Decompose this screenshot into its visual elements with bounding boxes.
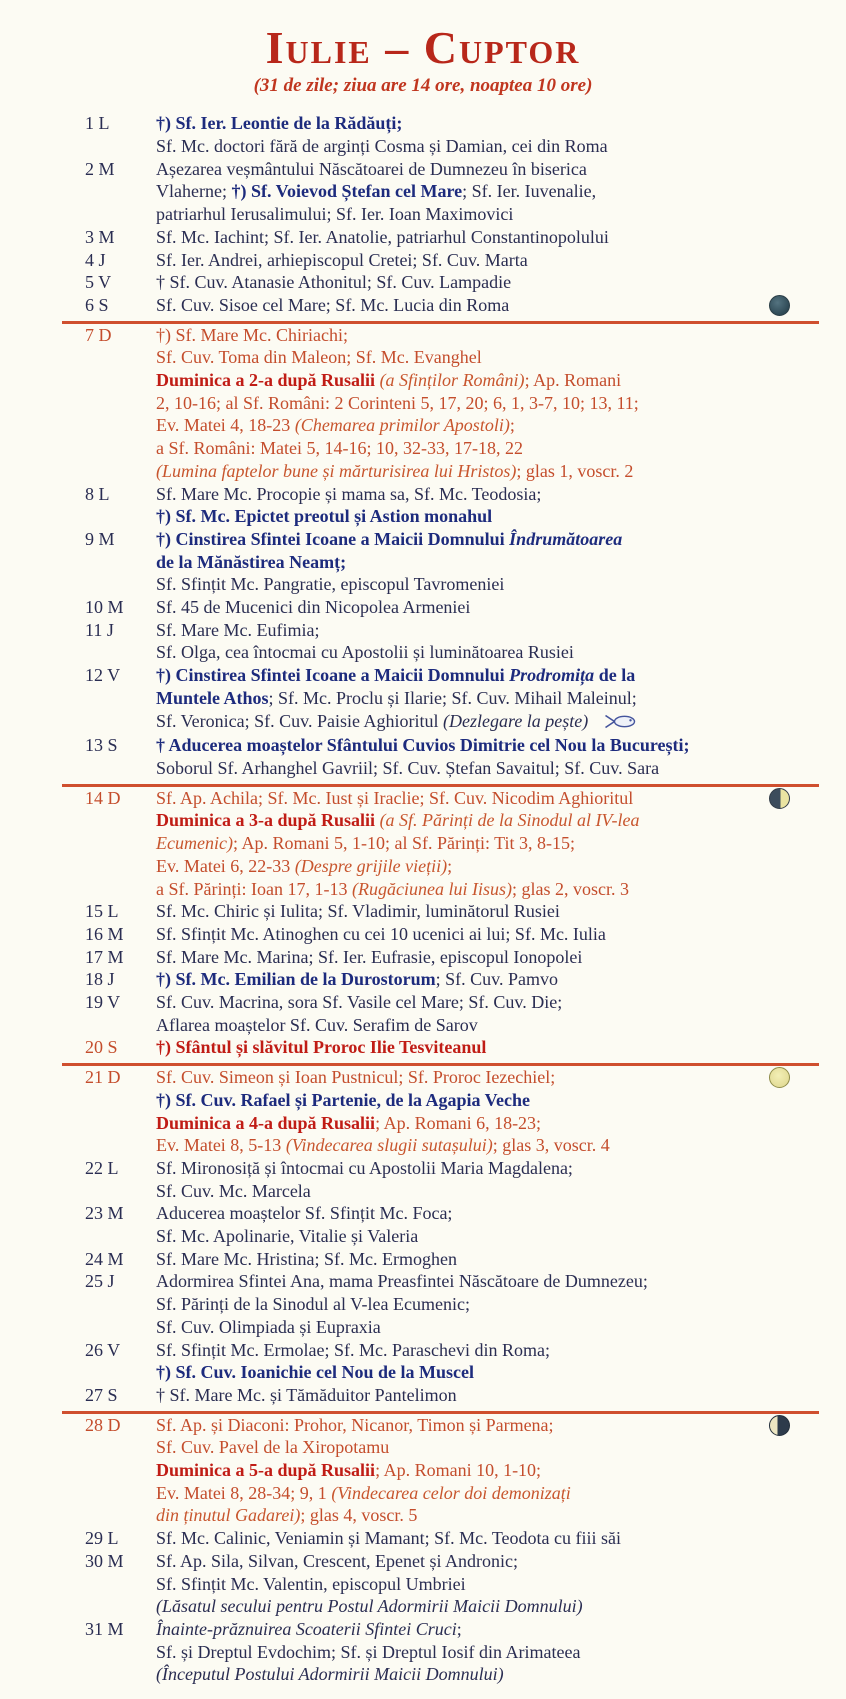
day-entries: [156, 900, 816, 923]
calendar-line: [156, 1339, 816, 1362]
text-segment: Sf. Mc. Iachint; Sf. Ier. Anatolie, patriarhul Constantinopolului: [156, 226, 609, 247]
day-row-4: [85, 249, 816, 272]
calendar-line: [156, 1248, 816, 1271]
day-row-5: [85, 271, 816, 294]
calendar-line: [156, 294, 816, 317]
text-segment: Sf. Cuv. Toma din Maleon; Sf. Mc. Evanghel: [156, 347, 482, 368]
text-segment: †) Sf. Cuv. Ioanichie cel Nou de la Muscel: [156, 1362, 474, 1383]
text-segment: Sf. Ier. Andrei, arhiepiscopul Cretei; Sf. Cuv. Marta: [156, 249, 528, 270]
day-label: 26 V: [85, 1339, 121, 1360]
text-segment: Sf. Sfințit Mc. Ermolae; Sf. Mc. Paraschevi din Roma;: [156, 1339, 550, 1360]
day-label: 29 L: [85, 1528, 119, 1549]
text-segment: Soborul Sf. Arhanghel Gavriil; Sf. Cuv. Ștefan Savaitul; Sf. Cuv. Sara: [156, 757, 660, 778]
calendar-line: [156, 1384, 816, 1407]
day-entries: [156, 528, 816, 596]
calendar-line: [156, 900, 816, 923]
calendar-line: [156, 832, 816, 855]
calendar-line: [156, 596, 816, 619]
day-row-11: [85, 619, 816, 664]
text-segment: din ținutul Gadarei): [156, 1505, 301, 1526]
calendar-line: [156, 414, 816, 437]
day-label: 13 S: [85, 735, 118, 756]
text-segment: Așezarea veșmântului Născătoarei de Dumnezeu în biserica: [156, 158, 587, 179]
day-entries: [156, 1384, 816, 1407]
day-entries: [156, 1618, 816, 1686]
day-label: 31 M: [85, 1619, 124, 1639]
day-entries: [156, 923, 816, 946]
text-segment: Sf. Cuv. Macrina, sora Sf. Vasile cel Mare; Sf. Cuv. Die;: [156, 992, 563, 1013]
day-label: 8 L: [85, 483, 110, 504]
text-segment: † Sf. Mare Mc. și Tămăduitor Pantelimon: [156, 1384, 457, 1405]
calendar-line: [156, 135, 816, 158]
day-label: 17 M: [85, 946, 124, 967]
calendar-line: [156, 1316, 816, 1339]
day-label: 11 J: [85, 619, 114, 640]
calendar-line: [156, 1014, 816, 1037]
text-segment: Sf. Cuv. Pavel de la Xiropotamu: [156, 1437, 390, 1458]
day-row-22: [85, 1157, 816, 1202]
day-label: 2 M: [85, 158, 115, 179]
text-segment: Duminica a 3-a după Rusalii: [156, 810, 380, 831]
calendar-line: [156, 1157, 816, 1180]
day-label: 15 L: [85, 901, 119, 922]
calendar-line: [156, 1293, 816, 1316]
text-segment: (Despre grijile vieții): [294, 855, 448, 876]
day-entries: [156, 271, 816, 294]
calendar-line: [156, 180, 816, 203]
day-label: 21 D: [85, 1067, 121, 1088]
day-label: 16 M: [85, 923, 124, 944]
calendar-line: [156, 1270, 816, 1293]
calendar-line: [156, 392, 816, 415]
text-segment: †) Sf. Cuv. Rafael și Partenie, de la Agapia Veche: [156, 1089, 530, 1110]
text-segment: ; Ap. Romani 5, 1-10; al Sf. Părinți: Tit 3, 8-15;: [232, 833, 575, 854]
calendar-line: [156, 226, 816, 249]
text-segment: (Lumina faptelor bune și mărturisirea lui Hristos): [156, 460, 517, 481]
day-entries: [156, 734, 816, 779]
day-entries: [156, 1339, 816, 1384]
day-row-12: [85, 664, 816, 734]
calendar-line: [156, 158, 816, 181]
day-row-19: [85, 991, 816, 1036]
text-segment: Sf. Olga, cea întocmai cu Apostolii și luminătoarea Rusiei: [156, 642, 574, 663]
day-label: 30 M: [85, 1550, 124, 1571]
day-entries: [156, 294, 816, 317]
calendar-line: [156, 1180, 816, 1203]
text-segment: Ev. Matei 6, 22-33: [156, 855, 295, 876]
calendar-line: [156, 734, 816, 757]
text-segment: 2, 10-16; al Sf. Români: 2 Corinteni 5, 17, 20; 6, 1, 3-7, 10; 13, 11;: [156, 392, 639, 413]
calendar-line: [156, 1089, 816, 1112]
text-segment: (Rugăciunea lui Iisus): [351, 878, 512, 899]
calendar-line: [156, 249, 816, 272]
day-row-7: [85, 321, 816, 483]
text-segment: Aducerea moaștelor Sf. Sfințit Mc. Foca;: [156, 1203, 453, 1224]
day-label: 22 L: [85, 1157, 119, 1178]
text-segment: ; Ap. Romani 10, 1-10;: [375, 1460, 542, 1481]
day-row-18: [85, 968, 816, 991]
text-segment: † Sf. Cuv. Atanasie Athonitul; Sf. Cuv. Lampadie: [156, 272, 512, 293]
day-row-17: [85, 946, 816, 969]
text-segment: (a Sf. Părinți de la Sinodul al IV-lea: [379, 810, 640, 831]
text-segment: †) Cinstirea Sfintei Icoane a Maicii Domnului: [156, 528, 510, 549]
text-segment: †) Sfântul și slăvitul Proroc Ilie Tesviteanul: [156, 1037, 487, 1058]
text-segment: (a Sfinților Români): [379, 370, 525, 391]
day-entries: [156, 249, 816, 272]
text-segment: (Vindecarea slugii sutașului): [285, 1135, 493, 1156]
text-segment: Sf. 45 de Mucenici din Nicopolea Armeniei: [156, 597, 471, 618]
text-segment: Îndrumătoarea: [509, 528, 623, 549]
calendar-line: [156, 1482, 816, 1505]
calendar-line: [156, 1202, 816, 1225]
text-segment: (Dezlegare la pește): [443, 710, 589, 731]
text-segment: Vlaherne;: [156, 181, 232, 202]
text-segment: ; glas 3, voscr. 4: [492, 1135, 610, 1156]
text-segment: Sf. Cuv. Olimpiada și Eupraxia: [156, 1316, 381, 1337]
calendar-line: [156, 551, 816, 574]
day-label: 10 M: [85, 597, 124, 618]
day-entries: [156, 1527, 816, 1550]
text-segment: ; glas 1, voscr. 2: [516, 460, 634, 481]
fish-fasting-icon: [604, 712, 638, 735]
text-segment: ; Sf. Mc. Proclu și Ilarie; Sf. Cuv. Mihail Maleinul;: [268, 687, 637, 708]
calendar-line: [156, 991, 816, 1014]
calendar-line: [156, 437, 816, 460]
calendar-line: [156, 946, 816, 969]
day-row-27: [85, 1384, 816, 1407]
text-segment: †) Sf. Mc. Emilian de la Durostorum: [156, 969, 436, 990]
calendar-line: [156, 664, 816, 687]
first-quarter-moon-icon: [769, 788, 790, 809]
day-label: 1 L: [85, 113, 110, 134]
text-segment: ;: [447, 855, 453, 876]
calendar-line: [156, 1504, 816, 1527]
day-row-24: [85, 1248, 816, 1271]
day-row-15: [85, 900, 816, 923]
calendar-line: [156, 1436, 816, 1459]
day-entries: [156, 1202, 816, 1247]
text-segment: ; Ap. Romani 6, 18-23;: [375, 1112, 542, 1133]
text-segment: Adormirea Sfintei Ana, mama Preasfintei Născătoare de Dumnezeu;: [156, 1271, 648, 1292]
calendar-line: [156, 1573, 816, 1596]
day-row-29: [85, 1527, 816, 1550]
day-entries: [156, 619, 816, 664]
calendar-line: [156, 1618, 816, 1641]
day-entries: [156, 1066, 816, 1157]
day-row-13: [85, 734, 816, 779]
calendar-line: [156, 369, 816, 392]
page-title: Iulie – Cuptor: [265, 22, 581, 73]
calendar-line: [156, 203, 816, 226]
day-row-14: [85, 784, 816, 901]
text-segment: Ev. Matei 8, 28-34; 9, 1: [156, 1482, 332, 1503]
day-entries: [156, 1414, 816, 1528]
text-segment: Sf. Mc. Apolinarie, Vitalie și Valeria: [156, 1226, 419, 1247]
day-label: 27 S: [85, 1384, 118, 1405]
calendar-line: [156, 968, 816, 991]
text-segment: Sf. Mare Mc. Marina; Sf. Ier. Eufrasie, episcopul Ionopolei: [156, 946, 583, 967]
day-label: 23 M: [85, 1203, 124, 1224]
calendar-line: [156, 573, 816, 596]
text-segment: Sf. și Dreptul Evdochim; Sf. și Dreptul Iosif din Arimateea: [156, 1641, 581, 1662]
day-label: 28 D: [85, 1414, 121, 1435]
text-segment: Sf. Mironosiță și întocmai cu Apostolii Maria Magdalena;: [156, 1157, 573, 1178]
text-segment: Sf. Sfințit Mc. Valentin, episcopul Umbriei: [156, 1573, 466, 1594]
text-segment: †) Sf. Voievod Ștefan cel Mare: [231, 181, 463, 202]
calendar-line: [156, 1112, 816, 1135]
day-label: 19 V: [85, 992, 121, 1013]
calendar-line: [156, 528, 816, 551]
text-segment: Sf. Sfințit Mc. Atinoghen cu cei 10 ucenici ai lui; Sf. Mc. Iulia: [156, 923, 606, 944]
day-entries: [156, 1550, 816, 1618]
text-segment: Sf. Cuv. Sisoe cel Mare; Sf. Mc. Lucia din Roma: [156, 294, 510, 315]
calendar-line: [156, 1134, 816, 1157]
day-entries: [156, 968, 816, 991]
day-row-3: [85, 226, 816, 249]
calendar-line: [156, 324, 816, 347]
calendar-line: [156, 923, 816, 946]
text-segment: (Începutul Postului Adormirii Maicii Domnului): [156, 1664, 504, 1685]
day-label: 24 M: [85, 1248, 124, 1269]
text-segment: (Chemarea primilor Apostoli): [294, 415, 510, 436]
day-row-21: [85, 1063, 816, 1157]
text-segment: Ecumenic): [156, 833, 233, 854]
day-label: 18 J: [85, 969, 115, 990]
day-entries: [156, 1157, 816, 1202]
day-entries: [156, 158, 816, 226]
calendar-line: [156, 1036, 816, 1059]
day-label: 4 J: [85, 249, 106, 270]
day-row-1: [85, 112, 816, 157]
text-segment: ;: [456, 1619, 462, 1639]
day-entries: [156, 664, 816, 734]
calendar-line: [156, 112, 816, 135]
text-segment: Sf. Mare Mc. Procopie și mama sa, Sf. Mc. Teodosia;: [156, 483, 542, 504]
day-row-10: [85, 596, 816, 619]
calendar-line: [156, 1595, 816, 1618]
calendar-line: [156, 710, 816, 735]
text-segment: Sf. Ap. și Diaconi: Prohor, Nicanor, Timon și Parmena;: [156, 1414, 554, 1435]
text-segment: Duminica a 5-a după Rusalii: [156, 1460, 376, 1481]
day-label: 12 V: [85, 665, 121, 686]
text-segment: †) Sf. Mc. Epictet preotul și Astion monahul: [156, 506, 493, 527]
text-segment: (Vindecarea celor doi demonizați: [331, 1482, 571, 1503]
last-quarter-moon-icon: [769, 1415, 790, 1436]
text-segment: Sf. Ap. Sila, Silvan, Crescent, Epenet și Andronic;: [156, 1550, 518, 1571]
text-segment: ;: [509, 415, 515, 436]
day-entries: [156, 946, 816, 969]
day-entries: [156, 787, 816, 901]
text-segment: Sf. Veronica; Sf. Cuv. Paisie Aghioritul: [156, 710, 443, 731]
text-segment: ; glas 4, voscr. 5: [300, 1505, 418, 1526]
day-label: 3 M: [85, 226, 115, 247]
text-segment: Sf. Mc. doctori fără de arginți Cosma și Damian, cei din Roma: [156, 136, 608, 156]
day-row-23: [85, 1202, 816, 1247]
day-row-30: [85, 1550, 816, 1618]
text-segment: ; Ap. Romani: [524, 370, 622, 391]
day-entries: [156, 1036, 816, 1059]
day-label: 25 J: [85, 1271, 115, 1292]
text-segment: †) Sf. Ier. Leontie de la Rădăuți;: [156, 113, 403, 134]
text-segment: de la: [594, 665, 636, 686]
text-segment: patriarhul Ierusalimului; Sf. Ier. Ioan Maximovici: [156, 204, 514, 225]
text-segment: a Sf. Români: Matei 5, 14-16; 10, 32-33, 17-18, 22: [156, 438, 523, 459]
calendar-line: [156, 483, 816, 506]
text-segment: Sf. Mc. Calinic, Veniamin și Mamant; Sf. Mc. Teodota cu fiii săi: [156, 1528, 622, 1549]
day-entries: [156, 324, 816, 483]
calendar-line: [156, 809, 816, 832]
calendar-line: [156, 687, 816, 710]
text-segment: Sf. Mare Mc. Eufimia;: [156, 619, 320, 640]
calendar-line: [156, 271, 816, 294]
calendar-line: [156, 1225, 816, 1248]
day-row-26: [85, 1339, 816, 1384]
text-segment: Prodromița: [509, 665, 595, 686]
text-segment: Duminica a 4-a după Rusalii: [156, 1112, 376, 1133]
day-label: 6 S: [85, 294, 109, 315]
day-entries: [156, 112, 816, 157]
text-segment: ; Sf. Ier. Iuvenalie,: [462, 181, 597, 202]
text-segment: Sf. Mc. Chiric și Iulita; Sf. Vladimir, luminătorul Rusiei: [156, 901, 560, 922]
text-segment: ; Sf. Cuv. Pamvo: [435, 969, 559, 990]
text-segment: ; glas 2, voscr. 3: [511, 878, 629, 899]
day-label: 5 V: [85, 272, 112, 293]
new-moon-icon: [769, 295, 790, 316]
calendar-line: [156, 855, 816, 878]
day-row-9: [85, 528, 816, 596]
text-segment: Înainte-prăznuirea Scoaterii Sfintei Cruci: [156, 1619, 457, 1639]
calendar-line: [156, 1066, 816, 1089]
calendar-line: [156, 641, 816, 664]
day-row-20: [85, 1036, 816, 1059]
day-entries: [156, 596, 816, 619]
day-row-25: [85, 1270, 816, 1338]
day-entries: [156, 1270, 816, 1338]
calendar-line: [156, 619, 816, 642]
text-segment: de la Mănăstirea Neamț;: [156, 551, 347, 572]
calendar-line: [156, 346, 816, 369]
calendar-line: [156, 1550, 816, 1573]
text-segment: †) Sf. Mare Mc. Chiriachi;: [156, 324, 348, 345]
calendar-day-list: [85, 112, 816, 1686]
calendar-line: [156, 787, 816, 810]
day-entries: [156, 483, 816, 528]
page-subtitle: (31 de zile; ziua are 14 ore, noaptea 10 ore): [253, 75, 593, 97]
text-segment: Sf. Sfințit Mc. Pangratie, episcopul Tavromeniei: [156, 574, 505, 595]
day-row-16: [85, 923, 816, 946]
text-segment: Sf. Cuv. Mc. Marcela: [156, 1180, 311, 1201]
calendar-line: [156, 1414, 816, 1437]
day-entries: [156, 991, 816, 1036]
calendar-line: [156, 505, 816, 528]
text-segment: Sf. Ap. Achila; Sf. Mc. Iust și Iraclie; Sf. Cuv. Nicodim Aghioritul: [156, 787, 634, 808]
text-segment: Sf. Părinți de la Sinodul al V-lea Ecumenic;: [156, 1294, 470, 1315]
day-row-28: [85, 1411, 816, 1528]
calendar-line: [156, 1663, 816, 1686]
text-segment: Duminica a 2-a după Rusalii: [156, 370, 380, 391]
full-moon-icon: [769, 1067, 790, 1088]
text-segment: Sf. Mare Mc. Hristina; Sf. Mc. Ermoghen: [156, 1248, 457, 1269]
calendar-line: [156, 460, 816, 483]
text-segment: † Aducerea moaștelor Sfântului Cuvios Dimitrie cel Nou la București;: [156, 735, 690, 756]
text-segment: †) Cinstirea Sfintei Icoane a Maicii Domnului: [156, 665, 510, 686]
day-row-2: [85, 158, 816, 226]
day-entries: [156, 1248, 816, 1271]
calendar-line: [156, 1527, 816, 1550]
day-row-8: [85, 483, 816, 528]
text-segment: a Sf. Părinți: Ioan 17, 1-13: [156, 878, 352, 899]
text-segment: Sf. Cuv. Simeon și Ioan Pustnicul; Sf. Proroc Iezechiel;: [156, 1067, 556, 1088]
day-label: 9 M: [85, 528, 115, 549]
day-label: 7 D: [85, 324, 112, 345]
text-segment: Ev. Matei 4, 18-23: [156, 415, 295, 436]
calendar-line: [156, 1641, 816, 1664]
day-label: 20 S: [85, 1037, 118, 1058]
calendar-line: [156, 1361, 816, 1384]
day-row-6: [85, 294, 816, 317]
day-row-31: [85, 1618, 816, 1686]
calendar-line: [156, 757, 816, 780]
day-entries: [156, 226, 816, 249]
text-segment: (Lăsatul secului pentru Postul Adormirii Maicii Domnului): [156, 1596, 583, 1617]
calendar-line: [156, 878, 816, 901]
text-segment: Aflarea moaștelor Sf. Cuv. Serafim de Sarov: [156, 1014, 478, 1035]
calendar-line: [156, 1459, 816, 1482]
text-segment: Ev. Matei 8, 5-13: [156, 1135, 286, 1156]
day-label: 14 D: [85, 787, 121, 808]
text-segment: Muntele Athos: [156, 687, 269, 708]
